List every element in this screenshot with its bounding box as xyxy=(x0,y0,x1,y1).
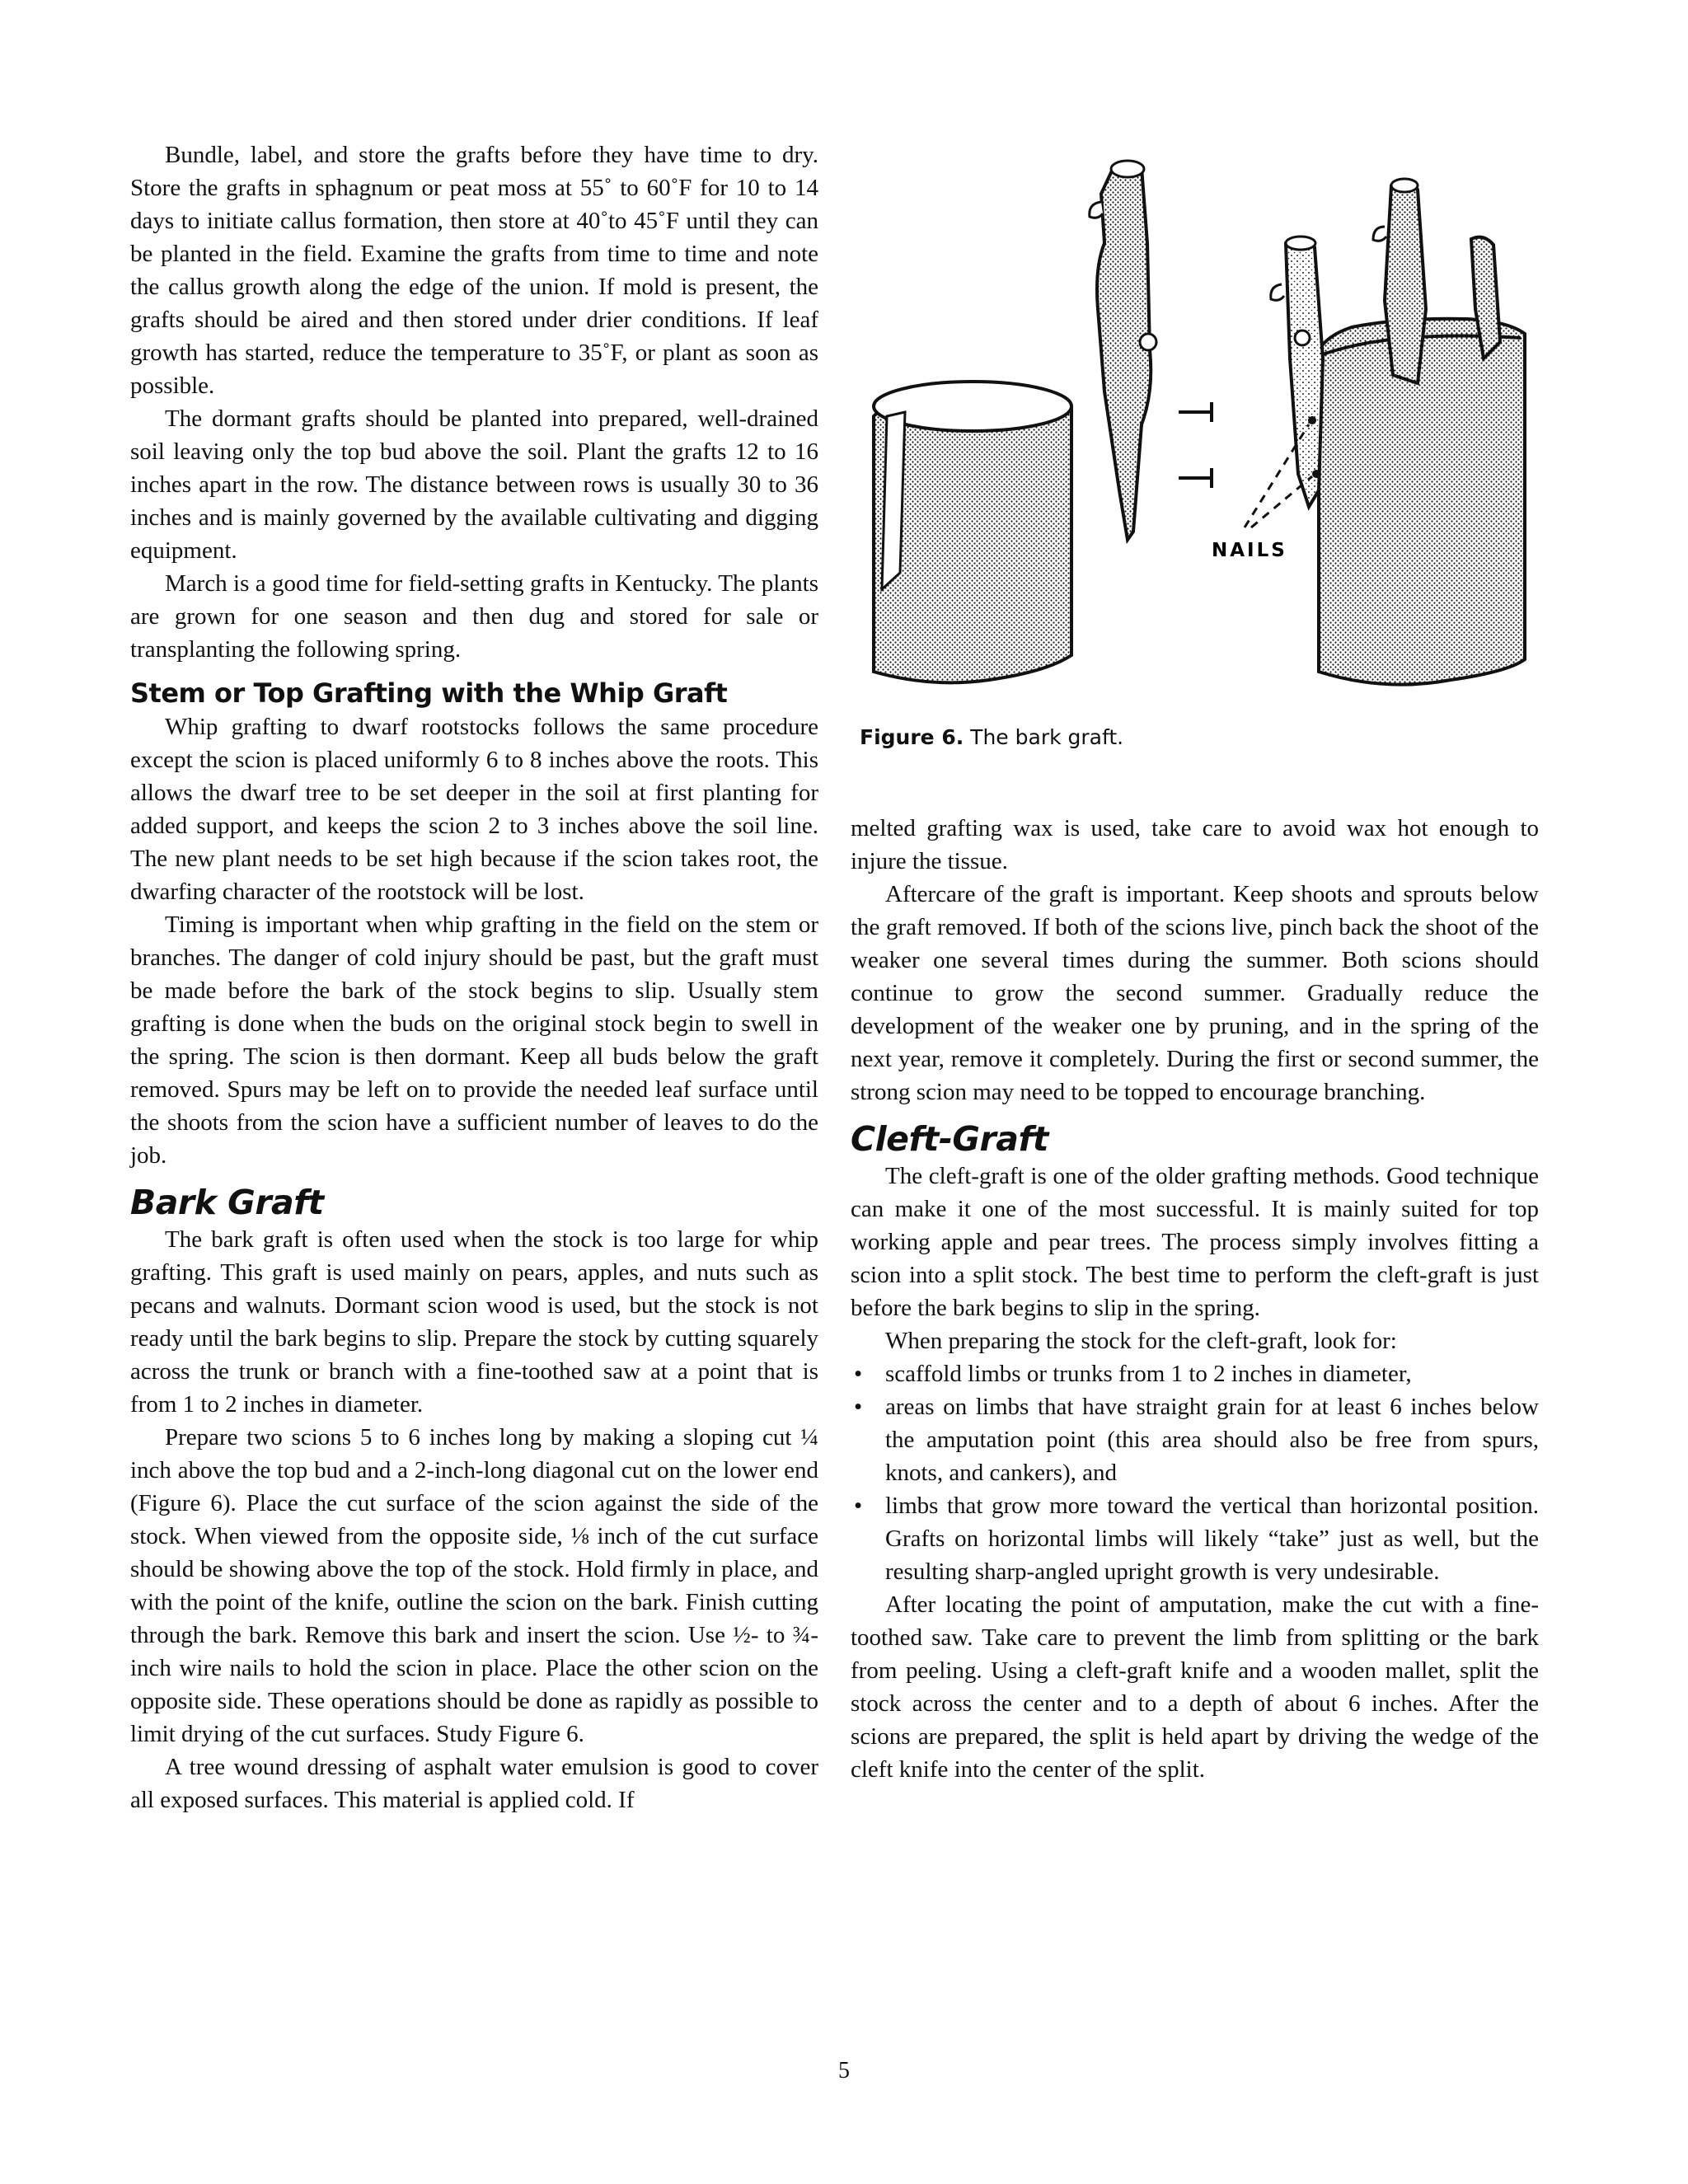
bullet-list xyxy=(851,1357,1539,1588)
page-number: 5 xyxy=(838,2058,850,2083)
heading-bark-graft: Bark Graft xyxy=(130,1183,324,1222)
paragraph: March is a good time for field-setting grafts in Kentucky. The plants are grown for one season and then dug and stored for sale or transplanting the following spring. xyxy=(130,570,818,663)
paragraph: A tree wound dressing of asphalt water emulsion is good to cover all exposed surfaces. This material is applied cold. If xyxy=(130,1754,818,1813)
heading-whip-graft: Stem or Top Grafting with the Whip Graft xyxy=(130,677,728,709)
paragraph: melted grafting wax is used, take care to avoid wax hot enough to injure the tissue. xyxy=(851,815,1539,874)
bark-graft-illustration xyxy=(857,144,1550,705)
heading-cleft-graft: Cleft-Graft xyxy=(851,1119,1048,1159)
caption-text: The bark graft. xyxy=(964,725,1124,749)
stock-left xyxy=(874,382,1071,682)
left-column xyxy=(130,138,818,1816)
paragraph: The cleft-graft is one of the older grafting methods. Good technique can make it one of the most successful. It is mainly suited for top working apple and pear trees. The process simply involves fitting a scion into a split stock. The best time to perform the cleft-graft is just before the bark begins to slip in the spring. xyxy=(851,1163,1539,1321)
caption-label: Figure 6. xyxy=(860,725,964,749)
paragraph: After locating the point of amputation, make the cut with a fine-toothed saw. Take care to prevent the limb from splitting or the bark from peeling. Using a cleft-graft knife and a wooden mallet, split the stock across the center and to a depth of about 6 inches. After the scions are prepared, the split is held apart by driving the wedge of the cleft knife into the center of the split. xyxy=(851,1591,1539,1783)
figure-caption xyxy=(860,725,1123,749)
paragraph: The bark graft is often used when the stock is too large for whip grafting. This graft is used mainly on pears, apples, and nuts such as pecans and walnuts. Dormant scion wood is used, but the stock is not ready until the bark begins to slip. Prepare the stock by cutting squarely across the trunk or branch with a fine-toothed saw at a point that is from 1 to 2 inches in diameter. xyxy=(130,1226,818,1418)
scion-middle xyxy=(1090,161,1156,540)
paragraph: Bundle, label, and store the grafts before they have time to dry. Store the grafts in sphagnum or peat moss at 55˚ to 60˚F for 10 to 14 days to initiate callus formation, then store at 40˚to 45˚F until they can be planted in the field. Examine the grafts from time to time and note the callus growth along the edge of the union. If mold is present, the grafts should be aired and then stored under drier conditions. If leaf growth has started, reduce the temperature to 35˚F, or plant as soon as possible. xyxy=(130,142,818,399)
stock-right xyxy=(1271,179,1525,685)
bullet-icon: • xyxy=(854,1394,863,1420)
cut-markers xyxy=(1179,402,1212,488)
list-item: • areas on limbs that have straight grain for at least 6 inches below the amputation point (this area should also be free from spurs, knots, and cankers), and xyxy=(851,1390,1539,1489)
bullet-icon: • xyxy=(854,1493,863,1519)
paragraph: Prepare two scions 5 to 6 inches long by making a sloping cut ¼ inch above the top bud and a 2-inch-long diagonal cut on the lower end (Figure 6). Place the cut surface of the scion against the side of the stock. When viewed from the opposite side, ⅛ inch of the cut surface should be showing above the top of the stock. Hold firmly in place, and with the point of the knife, outline the scion on the bark. Finish cutting through the bark. Remove this bark and insert the scion. Use ½- to ¾-inch wire nails to hold the scion in place. Place the other scion on the opposite side. These operations should be done as rapidly as possible to limit drying of the cut surfaces. Study Figure 6. xyxy=(130,1424,818,1747)
paragraph: When preparing the stock for the cleft-graft, look for: xyxy=(885,1328,1397,1354)
list-item: • limbs that grow more toward the vertical than horizontal position. Grafts on horizontal limbs will likely “take” just as well, but the resulting sharp-angled upright growth is very undesirable. xyxy=(851,1489,1539,1588)
paragraph: Timing is important when whip grafting in the field on the stem or branches. The danger of cold injury should be past, but the graft must be made before the bark of the stock begins to slip. Usually stem grafting is done when the buds on the original stock begin to swell in the spring. The scion is then dormant. Keep all buds below the graft removed. Spurs may be left on to provide the needed leaf surface until the shoots from the scion have a sufficient number of leaves to do the job. xyxy=(130,912,818,1169)
paragraph: Whip grafting to dwarf rootstocks follows the same procedure except the scion is placed uniformly 6 to 8 inches above the roots. This allows the dwarf tree to be set deeper in the soil at first planting for added support, and keeps the scion 2 to 3 inches above the soil line. The new plant needs to be set high because if the scion takes root, the dwarfing character of the rootstock will be lost. xyxy=(130,714,818,905)
bullet-icon: • xyxy=(854,1361,863,1387)
figure-bark-graft xyxy=(857,144,1550,705)
list-item: • scaffold limbs or trunks from 1 to 2 inches in diameter, xyxy=(851,1357,1539,1390)
nails-label: NAILS xyxy=(1212,540,1287,561)
right-column xyxy=(851,812,1539,1786)
paragraph: Aftercare of the graft is important. Keep shoots and sprouts below the graft removed. If both of the scions live, pinch back the shoot of the weaker one several times during the summer. Both scions should continue to grow the second summer. Gradually reduce the development of the weaker one by pruning, and in the spring of the next year, remove it completely. During the first or second summer, the strong scion may need to be topped to encourage branching. xyxy=(851,881,1539,1105)
paragraph: The dormant grafts should be planted into prepared, well-drained soil leaving only the top bud above the soil. Plant the grafts 12 to 16 inches apart in the row. The distance between rows is usually 30 to 36 inches and is mainly governed by the available cultivating and digging equipment. xyxy=(130,405,818,564)
